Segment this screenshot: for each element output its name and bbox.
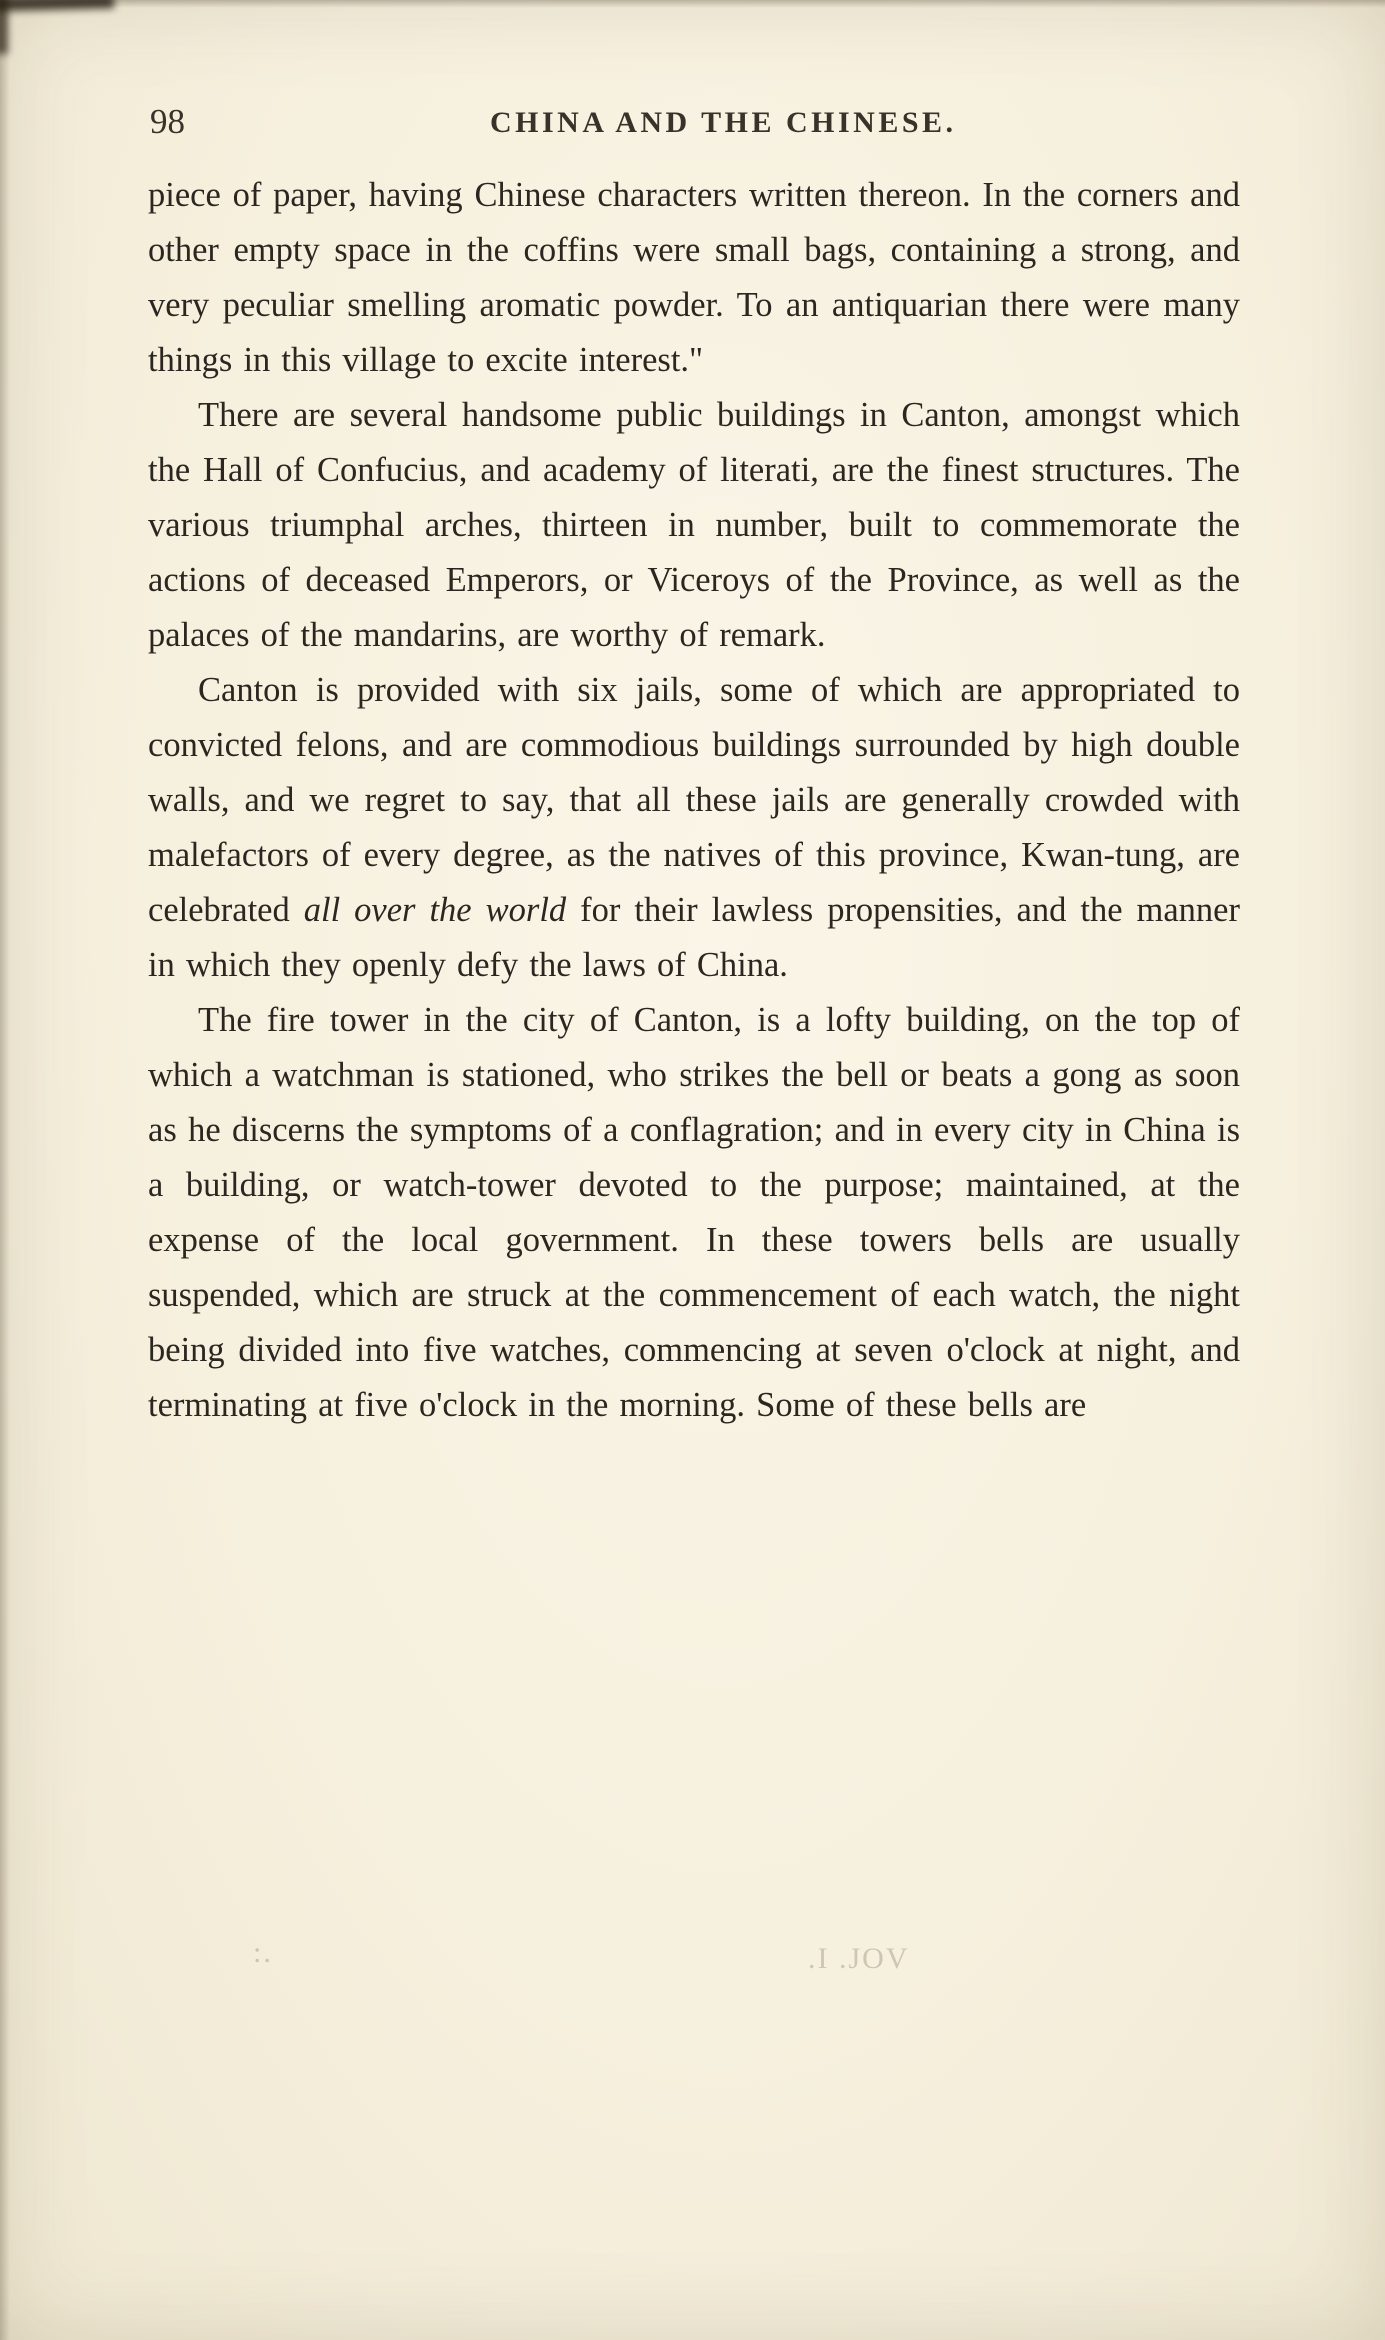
scan-edge-top bbox=[0, 0, 1385, 8]
show-through-mark-right: .I .JOV bbox=[808, 1942, 910, 1975]
scan-edge-left bbox=[0, 0, 10, 2340]
paragraph-3 bbox=[148, 663, 1240, 993]
page-number: 98 bbox=[150, 102, 185, 141]
paragraph-3-italic: all over the world bbox=[303, 891, 567, 929]
page-header bbox=[148, 100, 1237, 150]
paragraph-4: The fire tower in the city of Canton, is a lofty building, on the top of which a watchman is stationed, who strikes the bell or beats a gong as soon as he discerns the symptoms of a conflagration; and in every city in China is a building, or watch-tower devoted to the purpose; maintained, at the expense of the local government. In these towers bells are usually suspended, which are struck at the commencement of each watch, the night being divided into five watches, commencing at seven o'clock at night, and terminating at five o'clock in the morning. Some of these bells are bbox=[148, 1001, 1240, 1424]
paragraph-3-post: for their lawless propensities, and the manner in which they openly defy the laws of China. bbox=[148, 891, 1240, 984]
scan-corner-mark bbox=[0, 0, 8, 54]
paragraph-2: There are several handsome public buildings in Canton, amongst which the Hall of Confucius, and academy of literati, are the finest structures. The various triumphal arches, thirteen in number, built to commemorate the actions of deceased Emperors, or Viceroys of the Province, as well as the palaces of the mandarins, are worthy of remark. bbox=[148, 396, 1240, 654]
running-title: CHINA AND THE CHINESE. bbox=[490, 106, 957, 139]
paragraph-1: piece of paper, having Chinese characters written thereon. In the corners and other empty space in the coffins were small bags, containing a strong, and very peculiar smelling aromatic powder. To an antiquarian there were many things in this village to excite interest." bbox=[148, 176, 1240, 379]
show-through-mark-left: :. bbox=[253, 1936, 273, 1969]
scan-corner-mark bbox=[0, 0, 114, 12]
text-block bbox=[148, 168, 1240, 1433]
paragraph-3-pre: Canton is provided with six jails, some of which are appropriated to convicted felons, and are commodious buildings surrounded by high double walls, and we regret to say, that all these jails are generally crowded with malefactors of every degree, as the natives of this province, Kwan-tung, are celebrated bbox=[148, 671, 1240, 929]
